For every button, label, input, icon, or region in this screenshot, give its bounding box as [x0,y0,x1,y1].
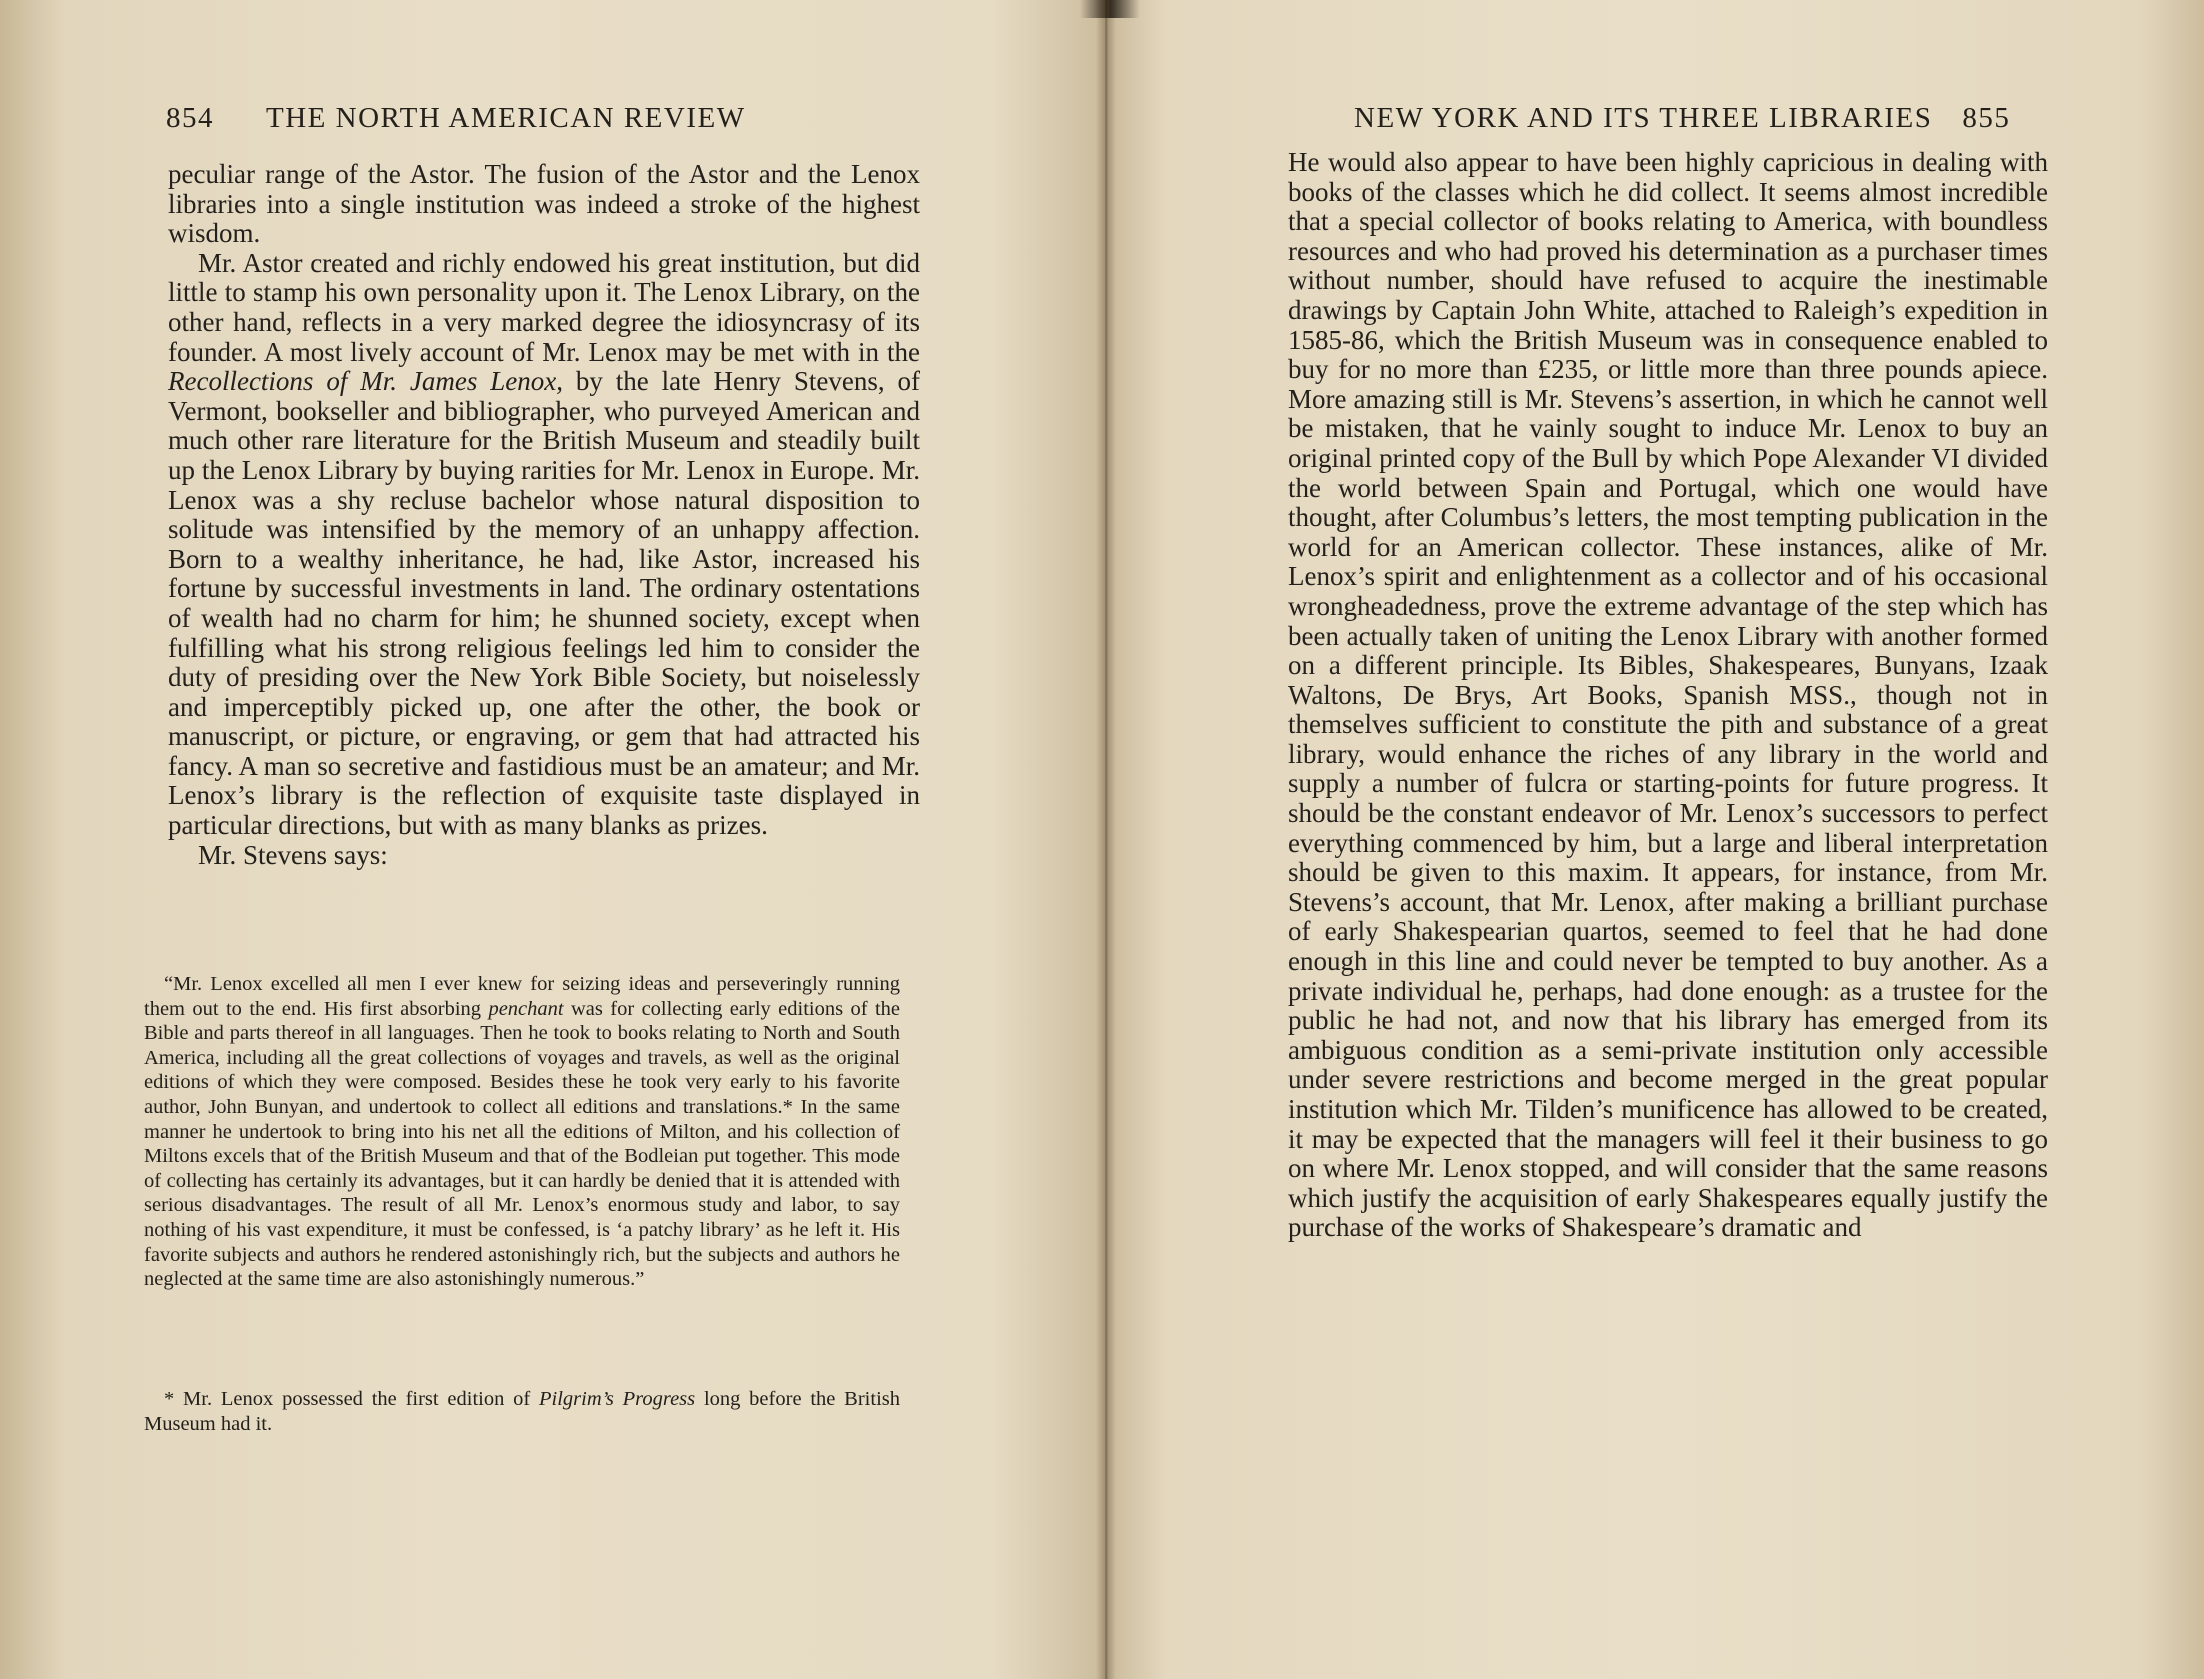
left-page [0,0,1100,1679]
pilgrims-progress-title: Pilgrim’s Progress [539,1388,696,1410]
left-page-number: 854 [166,102,214,134]
recollections-title: Recollections of Mr. James Lenox, [168,366,563,397]
right-paragraph-1: He would also appear to have been highly capricious in dealing with books of the classes which he did collect. It seems almost incredible that a special collector of books relating to America, with boundless resources and who had proved his determination as a purchaser times without number, should have refused to acquire the inestimable drawings by Captain John White, attached to Raleigh’s expedition in 1585-86, which the British Museum was in consequence enabled to buy for no more than £235, or little more than three pounds apiece. More amazing still is Mr. Stevens’s assertion, in which he cannot well be mistaken, that he vainly sought to induce Mr. Lenox to buy an original printed copy of the Bull by which Pope Alexander VI divided the world between Spain and Portugal, which one would have thought, after Columbus’s letters, the most tempting publication in the world for an American collector. These instances, alike of Mr. Lenox’s spirit and enlightenment as a collector and of his occasional wrongheadedness, prove the extreme advantage of the step which has been actually taken of uniting the Lenox Library with another formed on a different principle. Its Bibles, Shakespeares, Bunyans, Izaak Waltons, De Brys, Art Books, Spanish MSS., though not in themselves sufficient to constitute the pith and substance of a great library, would enhance the riches of any library in the world and supply a number of fulcra or starting-points for future progress. It should be the constant endeavor of Mr. Lenox’s successors to perfect everything commenced by him, but a large and liberal interpretation should be given to this maxim. It appears, for instance, from Mr. Stevens’s account, that Mr. Lenox, after making a brilliant purchase of early Shakespearian quartos, seemed to feel that he had done enough in this line and could never be tempted to buy another. As a private individual he, perhaps, had done enough: as a trustee for the public he had not, and now that his library has emerged from its ambiguous condition as a semi-private institution only accessible under severe restrictions and become merged in the great popular institution which Mr. Tilden’s munificence has allowed to be created, it may be expected that the managers will feel it their business to go on where Mr. Lenox stopped, and will consider that the same reasons which justify the acquisition of early Shakespeares equally justify the purchase of the works of Shakespeare’s dramatic and [1288,147,2048,1243]
quotation-part-b: was for collecting early editions of the Bible and parts thereof in all languages. Then he took to books relating to North and South America, including all the great collections of voyages and travels, as well as the original editions of which they were composed. Besides these he took very early to his favorite author, John Bunyan, and undertook to collect all editions and translations.* In the same manner he undertook to bring into his net all the editions of Milton, and his collection of Miltons excels that of the British Museum and that of the Bodleian put together. This mode of collecting has certainly its advantages, but it can hardly be denied that it is attended with serious disadvantages. The result of all Mr. Lenox’s enormous study and labor, to say nothing of his vast expenditure, it must be confessed, is ‘a patchy library’ as he left it. His favorite subjects and authors he rendered astonishingly rich, but the subjects and authors he neglected at the same time are also astonishingly numerous.” [144,997,900,1291]
right-page-number: 855 [1962,102,2011,134]
right-body-text [1288,148,2048,1243]
right-running-head: NEW YORK AND ITS THREE LIBRARIES [1354,102,1933,134]
quotation-text [144,972,900,1292]
left-paragraph-2-part-a: Mr. Astor created and richly endowed his great institution, but did little to stamp his own personality upon it. The Lenox Library, on the other hand, reflects in a very marked degree the idiosyncrasy of its founder. A most lively account of Mr. Lenox may be met with in the [168,247,920,367]
left-paragraph-1: peculiar range of the Astor. The fusion of the Astor and the Lenox libraries into a single institution was indeed a stroke of the highest wisdom. [168,159,920,249]
footnote-part-b: long before the British Museum had it. [144,1388,900,1435]
left-body-text [168,160,920,870]
stevens-quotation [144,972,900,1292]
quotation-part-a: “Mr. Lenox excelled all men I ever knew for seizing ideas and perseveringly running them out to the end. His first absorbing [144,973,900,1020]
penchant-word: penchant [488,997,564,1020]
left-paragraph-2-part-b: by the late Henry Stevens, of Vermont, bookseller and bibliographer, who purveyed American and much other rare literature for the British Museum and steadily built up the Lenox Library by buying rarities for Mr. Lenox in Europe. Mr. Lenox was a shy recluse bachelor whose natural disposition to solitude was intensified by the memory of an unhappy affection. Born to a wealthy inheritance, he had, like Astor, increased his fortune by successful investments in land. The ordinary ostentations of wealth had no charm for him; he shunned society, except when fulfilling what his strong religious feelings led him to consider the duty of presiding over the New York Bible Society, but noiselessly and imperceptibly picked up, one after the other, the book or manuscript, or picture, or engraving, or gem that had attracted his fancy. A man so secretive and fastidious must be an amateur; and Mr. Lenox’s library is the reflection of exquisite taste displayed in particular directions, but with as many blanks as prizes. [168,366,921,841]
left-running-head: THE NORTH AMERICAN REVIEW [266,102,746,134]
left-paragraph-2 [168,249,920,841]
footnote-text [144,1387,900,1436]
right-page [1110,0,2204,1679]
right-page-header [1354,102,2010,135]
footnote [144,1387,900,1436]
left-paragraph-3: Mr. Stevens says: [198,839,388,870]
left-page-header [166,102,746,135]
footnote-part-a: * Mr. Lenox possessed the first edition of [164,1388,540,1410]
